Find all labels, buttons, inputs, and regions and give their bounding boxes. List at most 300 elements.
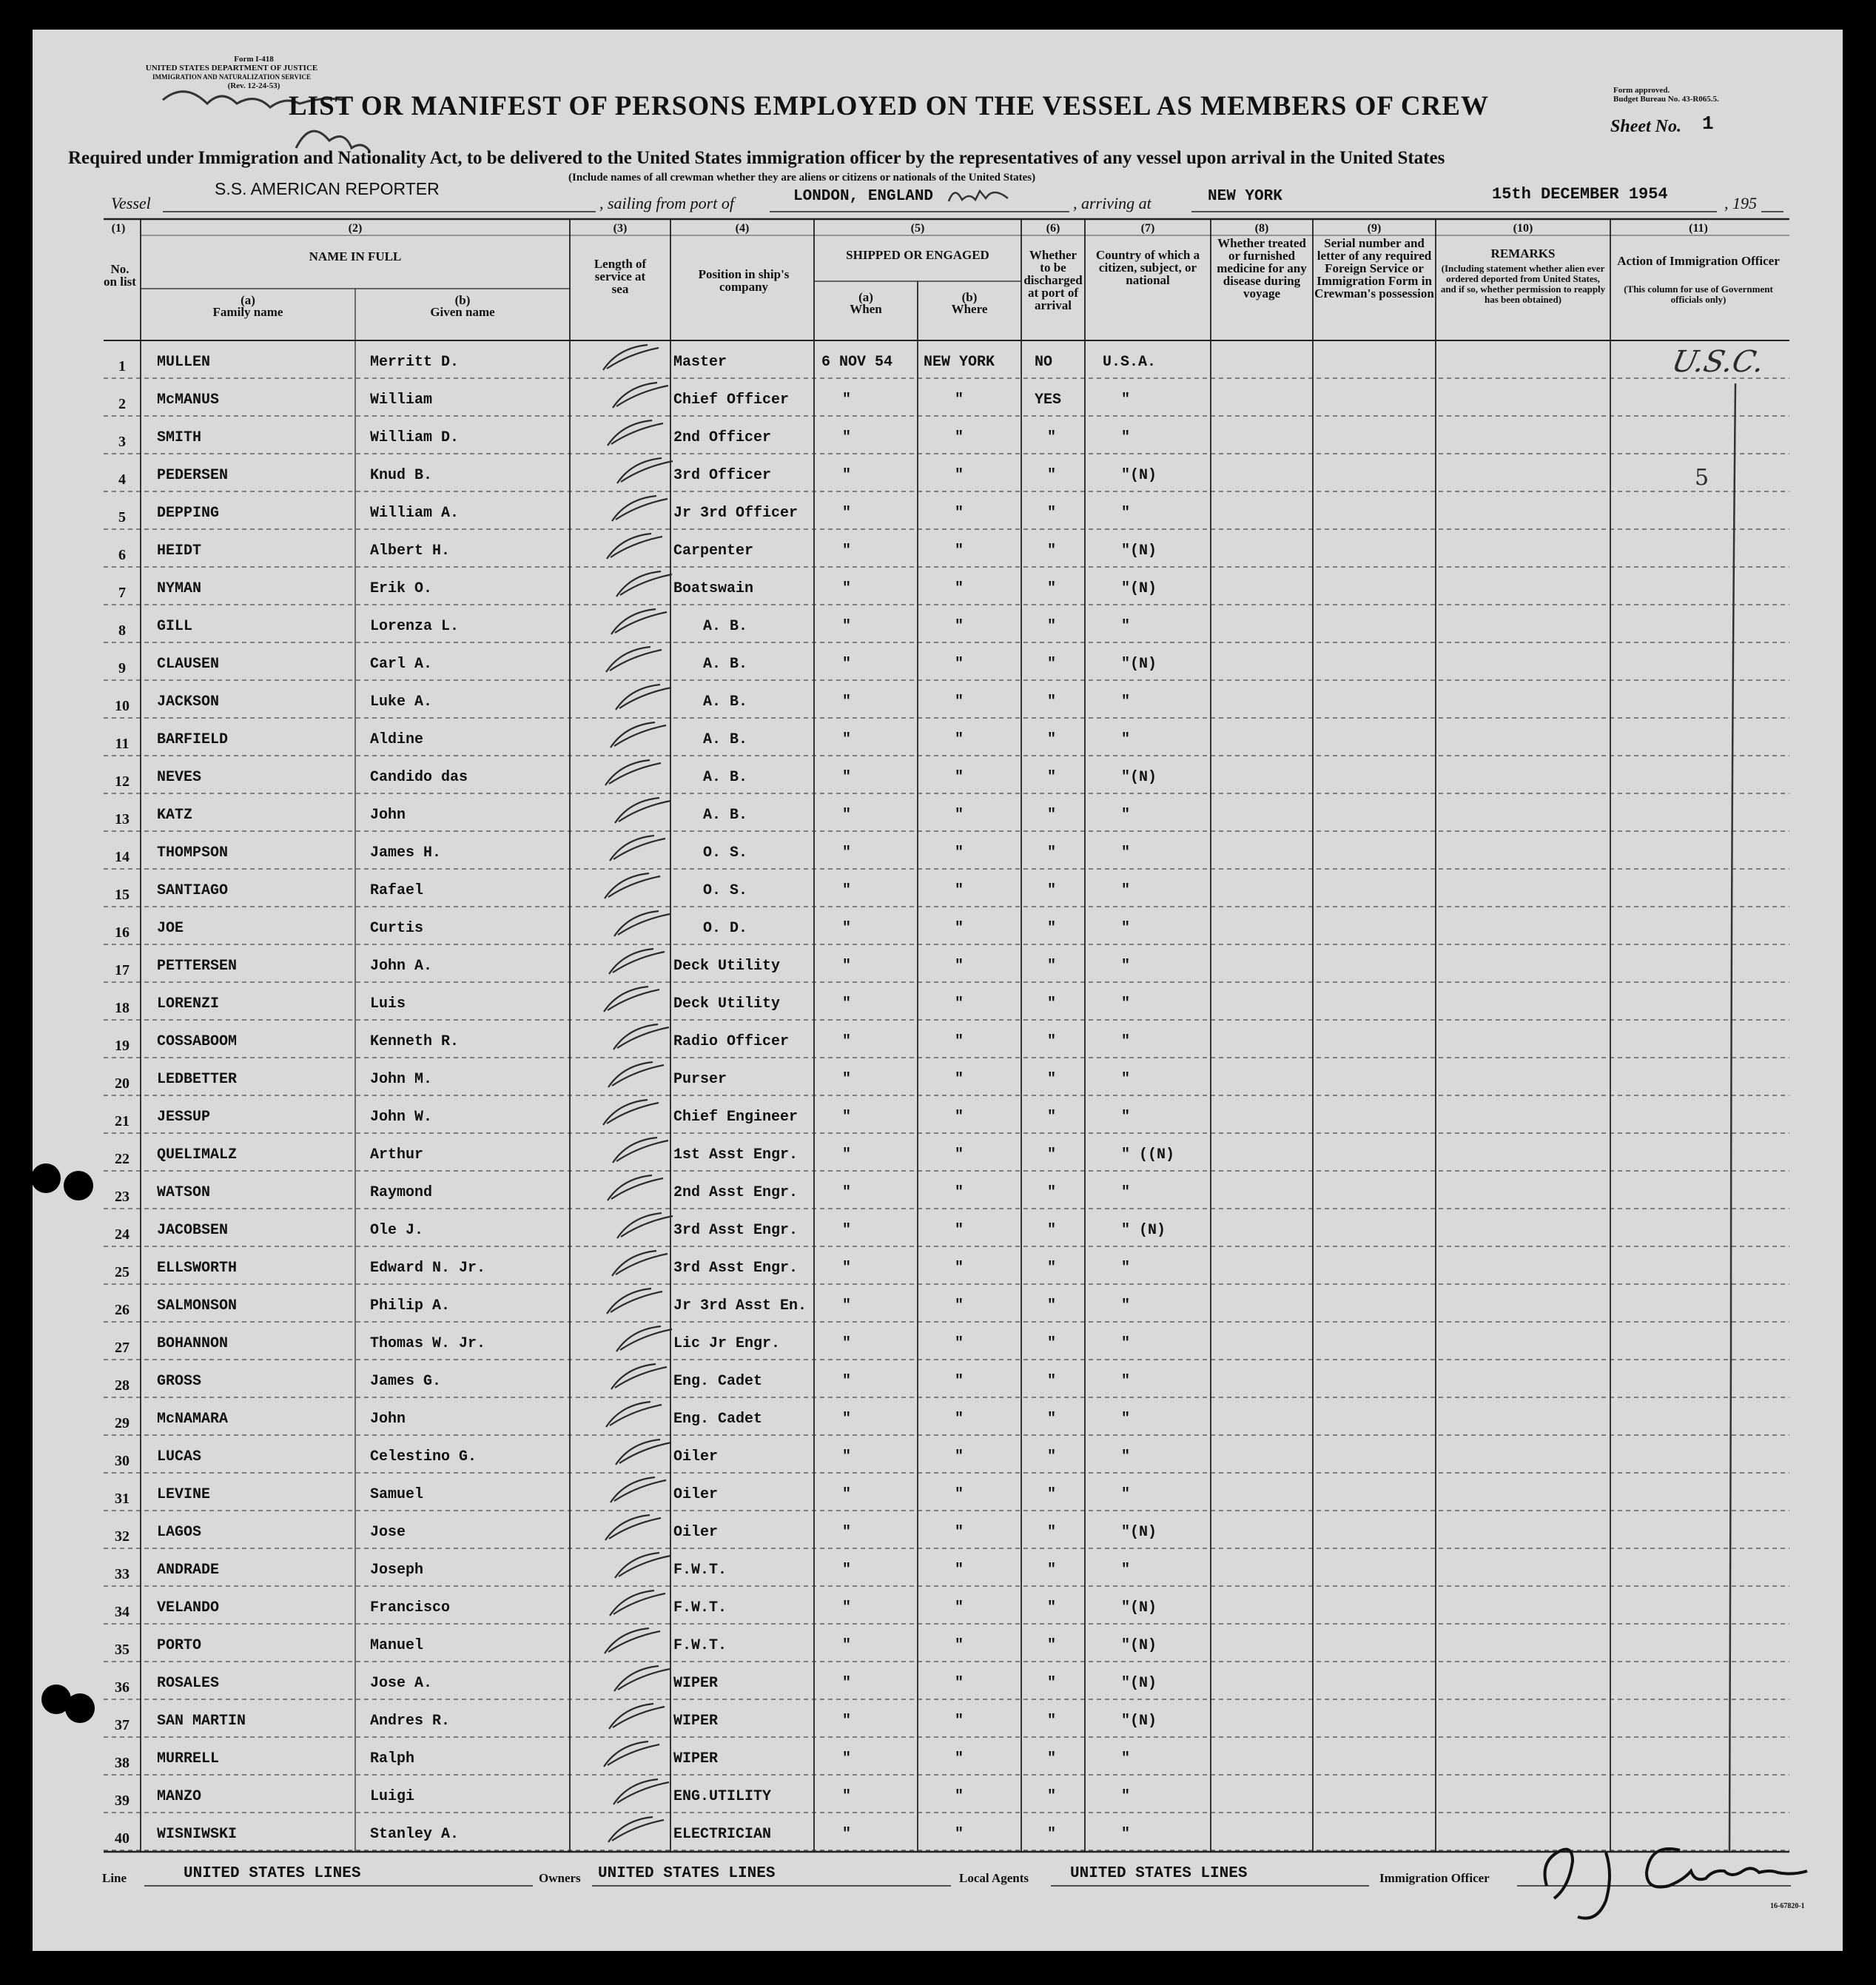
crew-discharge: " [1047, 467, 1057, 484]
col5-num: (5) [910, 222, 925, 235]
crew-given: William D. [370, 429, 460, 446]
crew-country: "(N) [1121, 1637, 1157, 1654]
crew-position: Deck Utility [673, 995, 781, 1012]
crew-when: " [842, 656, 852, 673]
crew-when: " [842, 1260, 852, 1277]
col2-num: (2) [348, 222, 363, 235]
agents-value: UNITED STATES LINES [1070, 1865, 1248, 1882]
crew-country: " [1121, 1562, 1131, 1579]
row-number: 35 [115, 1642, 130, 1658]
service-check-mark [610, 1591, 665, 1616]
crew-position: Eng. Cadet [673, 1373, 763, 1390]
crew-family: VELANDO [157, 1599, 220, 1616]
crew-country: "(N) [1121, 1675, 1157, 1692]
service-check-mark [605, 760, 661, 785]
service-check-mark [616, 685, 671, 710]
crew-when: " [842, 1562, 852, 1579]
col3-num: (3) [613, 222, 628, 235]
crew-discharge: " [1047, 618, 1057, 635]
crew-where: " [955, 1713, 964, 1730]
crew-given: John A. [370, 958, 433, 975]
crew-where: " [955, 1335, 964, 1352]
crew-when: " [842, 1184, 852, 1201]
crew-family: THOMPSON [157, 844, 229, 861]
col3-label: Length of service at sea [594, 257, 647, 296]
crew-when: " [842, 882, 852, 899]
service-check-mark [611, 1364, 667, 1389]
service-check-mark [606, 647, 662, 672]
crew-country: " [1121, 1184, 1131, 1201]
crew-given: Candido das [370, 769, 468, 786]
crew-discharge: " [1047, 1637, 1057, 1654]
crew-family: LEDBETTER [157, 1071, 238, 1088]
service-check-mark [604, 987, 659, 1012]
crew-given: Francisco [370, 1599, 451, 1616]
crew-position: Jr 3rd Officer [673, 505, 799, 522]
crew-where: " [955, 1675, 964, 1692]
crew-when: " [842, 1109, 852, 1126]
col7-num: (7) [1140, 222, 1155, 235]
col2b-num: (b) [454, 293, 471, 307]
col10-label: REMARKS [1490, 246, 1556, 261]
crew-position: ENG.UTILITY [673, 1788, 772, 1805]
row-number: 13 [115, 811, 130, 827]
crew-discharge: " [1047, 1524, 1057, 1541]
crew-family: SAN MARTIN [157, 1713, 246, 1730]
crew-family: BOHANNON [157, 1335, 229, 1352]
crew-country: " (N) [1121, 1222, 1166, 1239]
crew-where: " [955, 1033, 964, 1050]
crew-given: Andres R. [370, 1713, 451, 1730]
crew-given: Manuel [370, 1637, 424, 1654]
crew-family: MANZO [157, 1788, 202, 1805]
row-number: 9 [118, 660, 126, 676]
crew-position: WIPER [673, 1675, 719, 1692]
crew-given: Joseph [370, 1562, 424, 1579]
crew-when: " [842, 1524, 852, 1541]
crew-position: A. B. [703, 693, 748, 711]
crew-where: " [955, 1562, 964, 1579]
crew-when: " [842, 920, 852, 937]
crew-family: COSSABOOM [157, 1033, 238, 1050]
approval: Form approved. [1613, 86, 1670, 95]
sheet-number: 1 [1702, 112, 1714, 135]
crew-where: " [955, 1486, 964, 1503]
row-number: 36 [115, 1679, 130, 1696]
row-number: 20 [115, 1075, 130, 1092]
crew-given: Jose A. [370, 1675, 433, 1692]
crew-country: " [1121, 844, 1131, 861]
col5b-num: (b) [961, 290, 978, 304]
crew-discharge: " [1047, 920, 1057, 937]
crew-country: " [1121, 995, 1131, 1012]
row-number: 33 [115, 1566, 130, 1582]
vessel-name: S.S. AMERICAN REPORTER [215, 179, 440, 198]
crew-family: JESSUP [157, 1109, 211, 1126]
crew-position: A. B. [703, 769, 748, 786]
crew-country: "(N) [1121, 1524, 1157, 1541]
crew-where: " [955, 1788, 964, 1805]
crew-where: " [955, 467, 964, 484]
owners-value: UNITED STATES LINES [598, 1865, 776, 1882]
row-number: 6 [118, 547, 126, 563]
crew-family: ROSALES [157, 1675, 220, 1692]
crew-when: " [842, 392, 852, 409]
crew-discharge: " [1047, 1222, 1057, 1239]
row-number: 17 [115, 962, 130, 978]
crew-discharge: YES [1035, 392, 1062, 409]
crew-discharge: " [1047, 1448, 1057, 1465]
row-number: 7 [118, 585, 126, 601]
service-check-mark [603, 345, 659, 370]
crew-when: " [842, 1599, 852, 1616]
crew-position: F.W.T. [673, 1562, 727, 1579]
row-number: 32 [115, 1528, 130, 1545]
arrival-date: 15th DECEMBER 1954 [1492, 185, 1668, 204]
crew-where: " [955, 1448, 964, 1465]
crew-given: Carl A. [370, 656, 433, 673]
print-code: 16-67820-1 [1770, 1902, 1805, 1910]
crew-when: " [842, 844, 852, 861]
crew-country: " [1121, 1448, 1131, 1465]
crew-when: 6 NOV 54 [821, 354, 893, 371]
col5-label: SHIPPED OR ENGAGED [846, 248, 989, 262]
crew-where: " [955, 1826, 964, 1843]
crew-country: " [1121, 958, 1131, 975]
crew-given: John [370, 1411, 406, 1428]
crew-where: " [955, 882, 964, 899]
page-title: LIST OR MANIFEST OF PERSONS EMPLOYED ON THE VESSEL AS MEMBERS OF CREW [289, 91, 1489, 121]
service-check-mark [604, 1742, 659, 1767]
crew-family: DEPPING [157, 505, 220, 522]
crew-position: 3rd Officer [673, 467, 772, 484]
crew-family: SANTIAGO [157, 882, 229, 899]
crew-where: " [955, 1524, 964, 1541]
crew-position: O. S. [703, 844, 748, 861]
crew-position: ELECTRICIAN [673, 1826, 772, 1843]
crew-when: " [842, 1222, 852, 1239]
col2a-label: Family name [212, 305, 283, 319]
crew-given: John M. [370, 1071, 433, 1088]
crew-discharge: " [1047, 580, 1057, 597]
row-number: 30 [115, 1453, 130, 1469]
col11-note: (This column for use of Government officials only) [1624, 283, 1773, 305]
crew-when: " [842, 1448, 852, 1465]
crew-position: Deck Utility [673, 958, 781, 975]
crew-family: JACOBSEN [157, 1222, 229, 1239]
crew-discharge: " [1047, 1071, 1057, 1088]
crew-discharge: NO [1035, 354, 1053, 371]
row-number: 4 [118, 471, 126, 488]
service-check-mark [608, 1817, 664, 1842]
crew-given: Curtis [370, 920, 424, 937]
crew-position: O. S. [703, 882, 748, 899]
owners-label: Owners [539, 1871, 581, 1885]
crew-discharge: " [1047, 656, 1057, 673]
crew-country: " [1121, 1260, 1131, 1277]
crew-country: U.S.A. [1103, 354, 1157, 371]
crew-family: McNAMARA [157, 1411, 229, 1428]
crew-country: " [1121, 920, 1131, 937]
crew-country: " [1121, 882, 1131, 899]
row-number: 25 [115, 1264, 130, 1280]
crew-where: " [955, 1146, 964, 1163]
row-number: 21 [115, 1113, 130, 1129]
col5a-label: When [850, 302, 882, 316]
crew-discharge: " [1047, 882, 1057, 899]
crew-position: Oiler [673, 1524, 719, 1541]
service-check-mark [608, 1062, 664, 1087]
crew-family: LUCAS [157, 1448, 202, 1465]
crew-discharge: " [1047, 807, 1057, 824]
crew-position: Oiler [673, 1486, 719, 1503]
crew-when: " [842, 1335, 852, 1352]
row-number: 12 [115, 773, 130, 790]
crew-when: " [842, 1486, 852, 1503]
crew-given: Stanley A. [370, 1826, 460, 1843]
crew-position: Master [673, 354, 727, 371]
crew-position: 2nd Asst Engr. [673, 1184, 799, 1201]
crew-where: " [955, 1373, 964, 1390]
row-number: 1 [118, 358, 126, 375]
col4-label: Position in ship's company [698, 267, 790, 294]
crew-family: WISNIWSKI [157, 1826, 238, 1843]
crew-when: " [842, 1826, 852, 1843]
crew-family: WATSON [157, 1184, 211, 1201]
crew-country: " [1121, 1109, 1131, 1126]
row-number: 39 [115, 1793, 130, 1809]
crew-where: " [955, 505, 964, 522]
col2a-num: (a) [241, 293, 255, 307]
crew-family: PETTERSEN [157, 958, 238, 975]
col11-label: Action of Immigration Officer [1617, 254, 1780, 268]
service-check-mark [612, 1251, 668, 1276]
year-suffix: , 195 [1724, 194, 1757, 212]
crew-discharge: " [1047, 1599, 1057, 1616]
row-number: 27 [115, 1340, 130, 1356]
crew-discharge: " [1047, 958, 1057, 975]
service-check-mark [611, 722, 666, 748]
crew-given: John [370, 807, 406, 824]
crew-discharge: " [1047, 731, 1057, 748]
crew-where: " [955, 1071, 964, 1088]
service-check-mark [616, 1440, 671, 1465]
crew-when: " [842, 1750, 852, 1767]
service-check-mark [616, 571, 672, 597]
crew-discharge: " [1047, 1373, 1057, 1390]
crew-where: " [955, 429, 964, 446]
crew-country: " [1121, 1297, 1131, 1314]
crew-family: KATZ [157, 807, 193, 824]
col10-note: (Including statement whether alien ever ordered deported from United States, and if so, whether permission to reapply has been obtained) [1440, 263, 1606, 305]
service-check-mark [609, 1704, 665, 1729]
crew-discharge: " [1047, 1411, 1057, 1428]
crew-when: " [842, 731, 852, 748]
service-check-mark [617, 458, 673, 483]
crew-where: " [955, 731, 964, 748]
crew-where: " [955, 1184, 964, 1201]
form-id: Form I-418 [234, 55, 274, 64]
col2b-label: Given name [430, 305, 495, 319]
crew-family: LEVINE [157, 1486, 211, 1503]
crew-given: Arthur [370, 1146, 424, 1163]
service-check-mark [607, 534, 662, 559]
crew-where: " [955, 1297, 964, 1314]
crew-when: " [842, 769, 852, 786]
row-number: 15 [115, 887, 130, 903]
service-check-mark [611, 1477, 666, 1502]
crew-where: " [955, 618, 964, 635]
crew-country: " [1121, 1071, 1131, 1088]
crew-discharge: " [1047, 543, 1057, 560]
crew-family: JOE [157, 920, 184, 937]
row-number: 38 [115, 1755, 130, 1771]
crew-given: Knud B. [370, 467, 433, 484]
crew-given: Jose [370, 1524, 406, 1541]
service-check-mark [608, 420, 663, 446]
crew-when: " [842, 958, 852, 975]
col4-num: (4) [735, 222, 750, 235]
crew-when: " [842, 467, 852, 484]
crew-given: William A. [370, 505, 460, 522]
crew-where: " [955, 920, 964, 937]
service-check-mark [616, 1326, 672, 1351]
service: IMMIGRATION AND NATURALIZATION SERVICE [152, 73, 311, 81]
crew-position: 3rd Asst Engr. [673, 1260, 799, 1277]
service-check-mark [611, 609, 667, 634]
department: UNITED STATES DEPARTMENT OF JUSTICE [145, 64, 318, 73]
crew-family: ELLSWORTH [157, 1260, 238, 1277]
crew-when: " [842, 807, 852, 824]
crew-country: "(N) [1121, 1713, 1157, 1730]
crew-given: William [370, 392, 433, 409]
col8-label: Whether treated or furnished medicine for any disease during voyage [1217, 236, 1307, 300]
service-check-mark [613, 1024, 669, 1049]
crew-given: James H. [370, 844, 442, 861]
crew-family: HEIDT [157, 543, 202, 560]
crew-when: " [842, 1411, 852, 1428]
service-check-mark [613, 383, 668, 408]
row-number: 37 [115, 1717, 130, 1733]
revision: (Rev. 12-24-53) [227, 81, 280, 90]
crew-country: " [1121, 1411, 1131, 1428]
crew-position: Boatswain [673, 580, 754, 597]
form-subtitle: Required under Immigration and Nationality Act, to be delivered to the United States immigration officer by the representatives of any vessel upon arrival in the United States [68, 148, 1445, 168]
crew-given: Merritt D. [370, 354, 460, 371]
crew-given: Edward N. Jr. [370, 1260, 486, 1277]
crew-country: " [1121, 1750, 1131, 1767]
col7-label: Country of which a citizen, subject, or national [1095, 248, 1200, 287]
crew-country: " [1121, 618, 1131, 635]
col10-num: (10) [1513, 222, 1533, 235]
crew-position: Chief Engineer [673, 1109, 799, 1126]
crew-given: Erik O. [370, 580, 433, 597]
crew-position: A. B. [703, 618, 748, 635]
crew-discharge: " [1047, 693, 1057, 711]
col6-label: Whether to be discharged at port of arrival [1023, 248, 1083, 312]
crew-position: Radio Officer [673, 1033, 790, 1050]
row-number: 3 [118, 434, 126, 450]
crew-family: GROSS [157, 1373, 202, 1390]
crew-country: " [1121, 1335, 1131, 1352]
crew-country: " [1121, 731, 1131, 748]
col5a-num: (a) [858, 290, 873, 304]
crew-family: MULLEN [157, 354, 211, 371]
crew-discharge: " [1047, 1713, 1057, 1730]
row-number: 24 [115, 1226, 130, 1243]
crew-family: PORTO [157, 1637, 202, 1654]
row-number: 11 [115, 736, 130, 752]
crew-family: JACKSON [157, 693, 220, 711]
service-check-mark [605, 873, 660, 899]
crew-family: GILL [157, 618, 193, 635]
crew-position: A. B. [703, 807, 748, 824]
crew-country: " [1121, 1033, 1131, 1050]
crew-discharge: " [1047, 1033, 1057, 1050]
crew-country: "(N) [1121, 1599, 1157, 1616]
row-number: 19 [115, 1038, 130, 1054]
crew-given: Luis [370, 995, 406, 1012]
crew-given: Kenneth R. [370, 1033, 460, 1050]
crew-discharge: " [1047, 1826, 1057, 1843]
crew-when: " [842, 580, 852, 597]
col11-num: (11) [1689, 222, 1708, 235]
row-number: 14 [115, 849, 130, 865]
crew-position: Eng. Cadet [673, 1411, 763, 1428]
crew-when: " [842, 1373, 852, 1390]
crew-family: LORENZI [157, 995, 220, 1012]
row-number: 22 [115, 1151, 130, 1167]
crew-position: O. D. [703, 920, 748, 937]
crew-family: BARFIELD [157, 731, 229, 748]
officer-label: Immigration Officer [1379, 1871, 1490, 1885]
crew-country: " [1121, 1373, 1131, 1390]
service-check-mark [615, 798, 670, 823]
crew-country: " [1121, 693, 1131, 711]
crew-given: Lorenza L. [370, 618, 460, 635]
crew-discharge: " [1047, 429, 1057, 446]
row-number: 16 [115, 924, 130, 941]
arriving-label: , arriving at [1073, 194, 1152, 212]
row-number: 29 [115, 1415, 130, 1431]
crew-when: " [842, 505, 852, 522]
crew-when: " [842, 1637, 852, 1654]
crew-country: " [1121, 807, 1131, 824]
crew-given: Rafael [370, 882, 424, 899]
crew-country: " [1121, 429, 1131, 446]
crew-when: " [842, 429, 852, 446]
row-number: 23 [115, 1189, 130, 1205]
sheet-label: Sheet No. [1610, 117, 1681, 136]
agents-label: Local Agents [959, 1871, 1029, 1885]
row-number: 8 [118, 622, 126, 639]
line-value: UNITED STATES LINES [184, 1865, 361, 1882]
crew-where: " [955, 1411, 964, 1428]
service-check-mark [607, 1289, 662, 1314]
crew-position: 1st Asst Engr. [673, 1146, 799, 1163]
crew-discharge: " [1047, 1750, 1057, 1767]
service-check-mark [605, 1515, 661, 1540]
crew-where: " [955, 1750, 964, 1767]
crew-when: " [842, 1713, 852, 1730]
crew-position: 3rd Asst Engr. [673, 1222, 799, 1239]
crew-position: WIPER [673, 1713, 719, 1730]
crew-position: Oiler [673, 1448, 719, 1465]
crew-given: Ralph [370, 1750, 415, 1767]
row-number: 40 [115, 1830, 130, 1847]
row-number: 18 [115, 1000, 130, 1016]
row-number: 31 [115, 1491, 130, 1507]
